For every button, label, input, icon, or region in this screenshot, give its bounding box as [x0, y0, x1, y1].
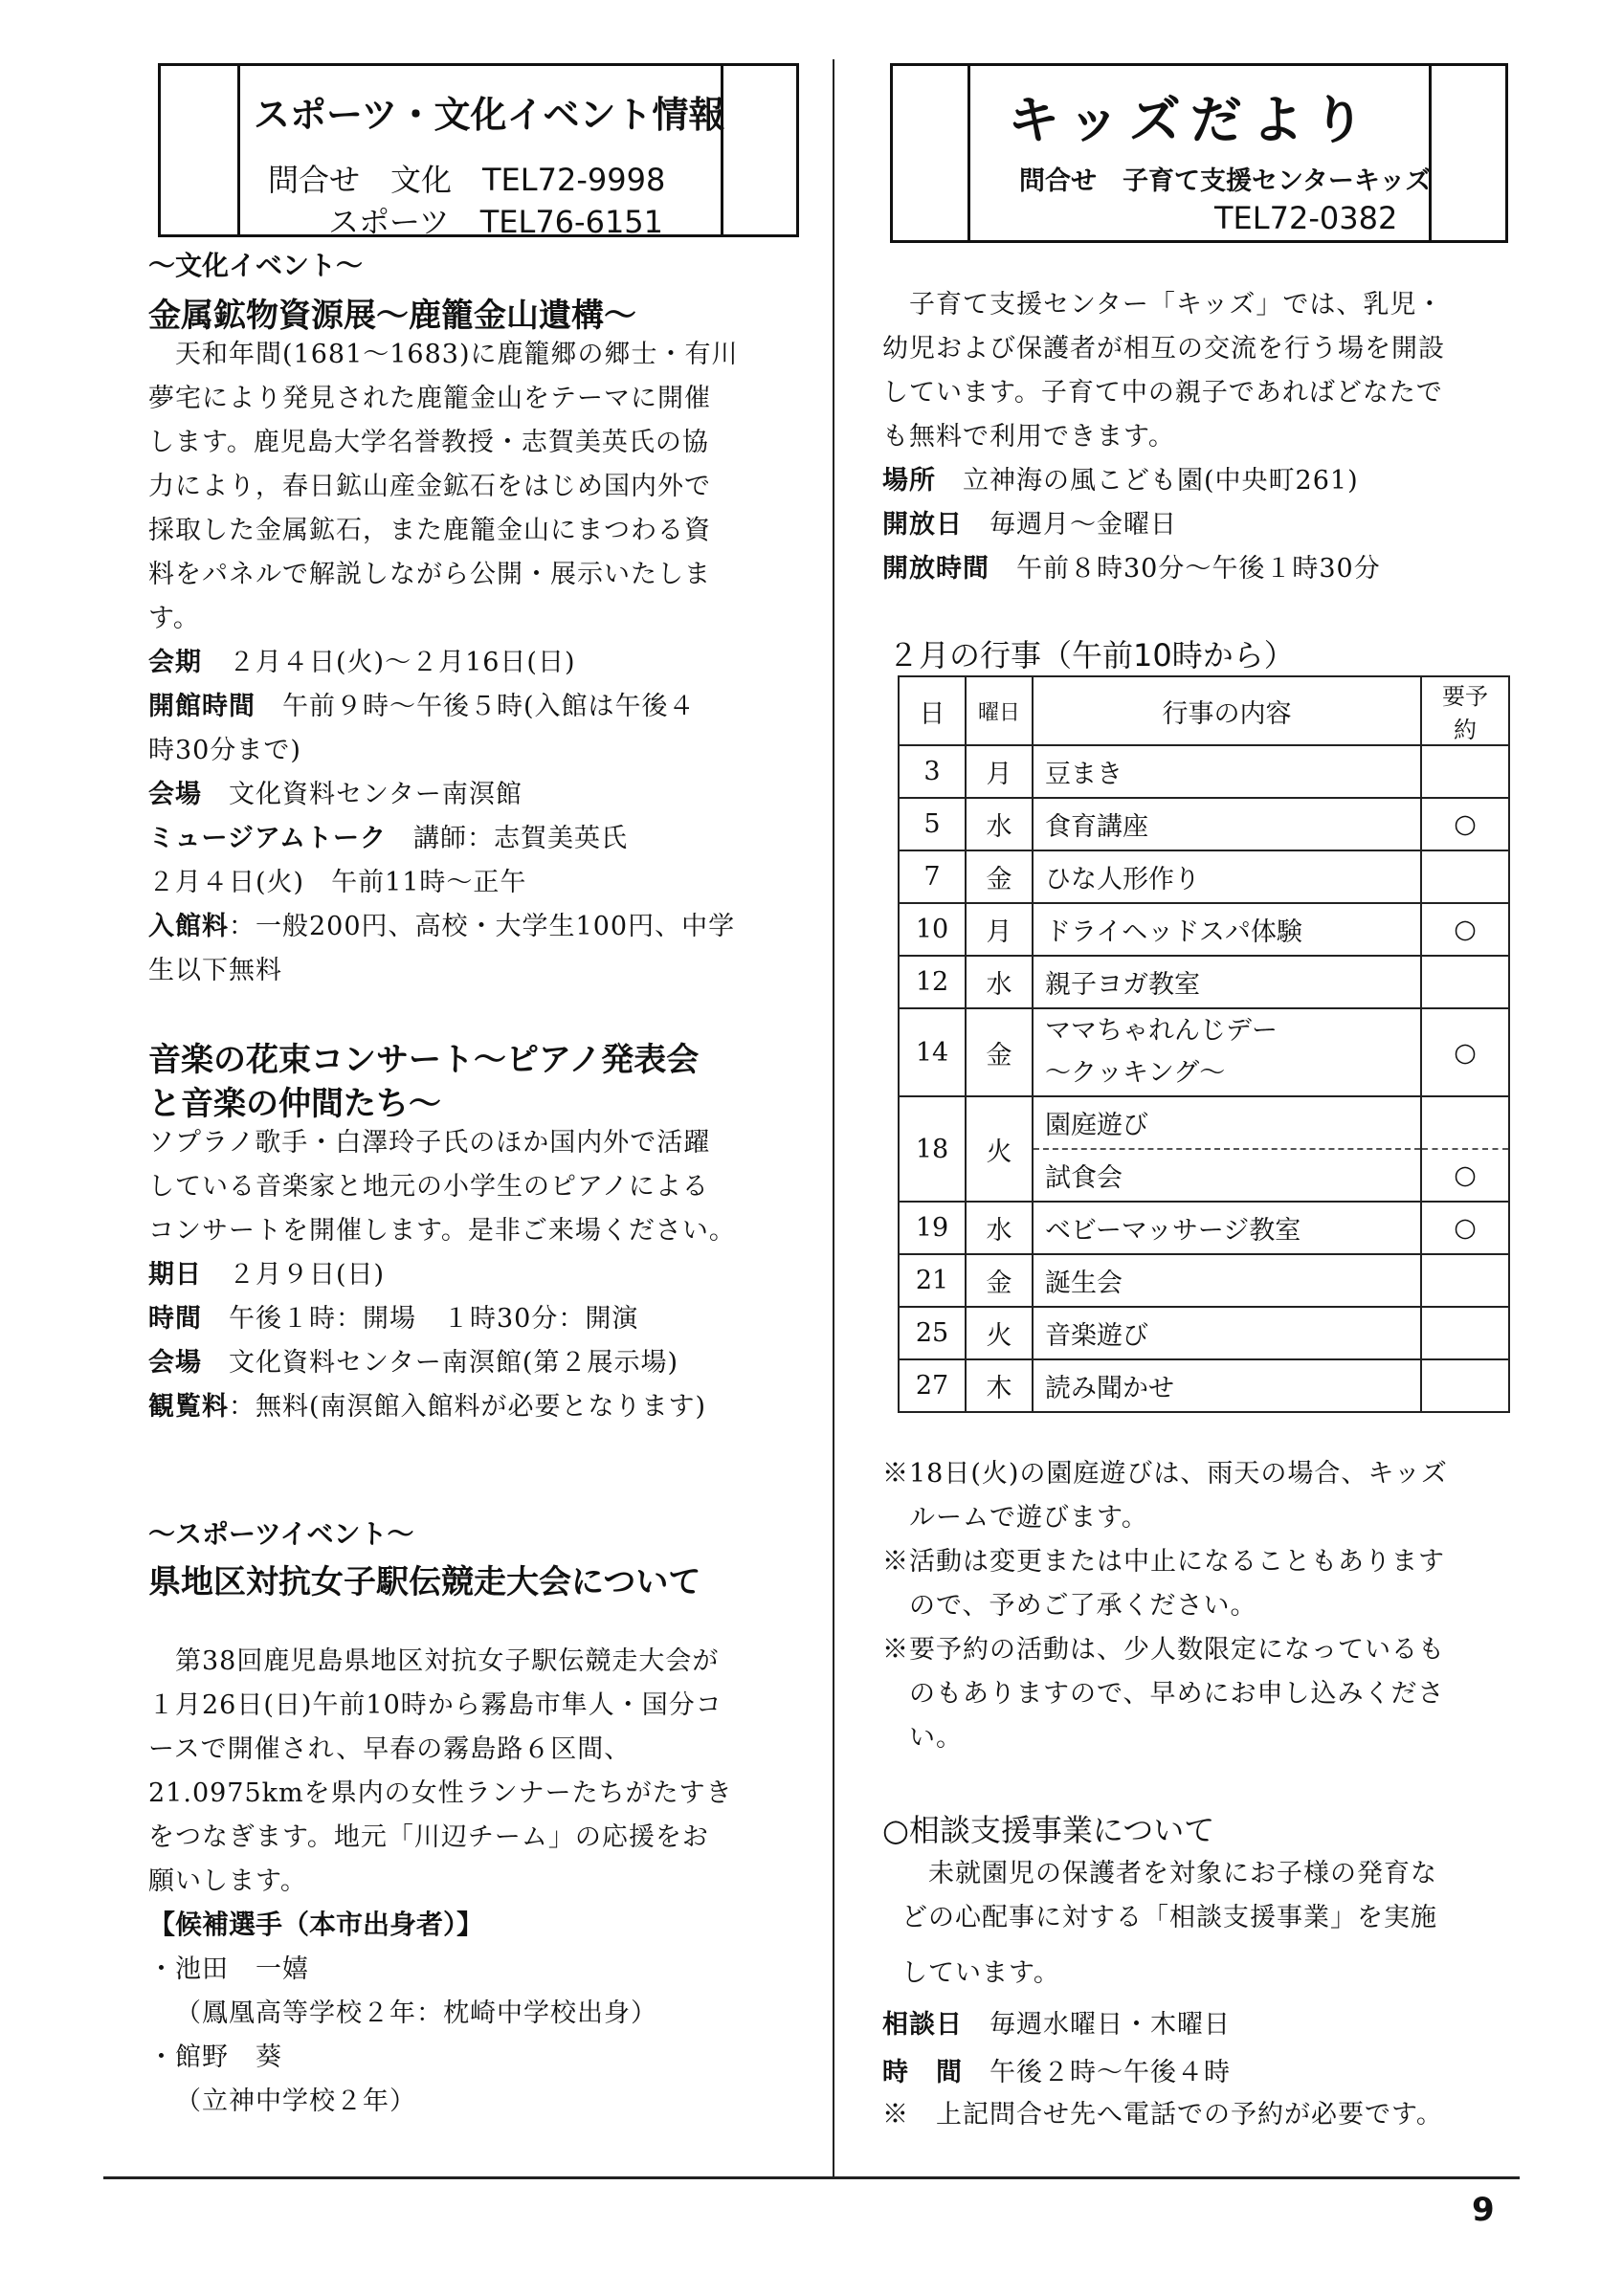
table-row: 試食会 ○ [899, 1149, 1509, 1202]
col-day: 日 [899, 676, 966, 745]
sports-contact: スポーツ TEL76-6151 [328, 204, 664, 240]
concert-date: 期日 ２月９日(日) [148, 1260, 386, 1290]
culture-events-label: ～文化イベント～ [148, 250, 364, 281]
museum-talk-time: ２月４日(火) 午前11時～正午 [148, 868, 527, 897]
kids-open-hours: 開放時間 午前８時30分～午後１時30分 [882, 554, 1381, 584]
col-reserve: 要予約 [1421, 676, 1509, 745]
concert-title-line2: と音楽の仲間たち～ [148, 1085, 441, 1123]
table-row: 3 月 豆まき [899, 745, 1509, 798]
kids-title: キッズだより [1008, 90, 1374, 150]
consult-title: ○相談支援事業について [882, 1812, 1215, 1848]
table-row: 27 木 読み聞かせ [899, 1359, 1509, 1412]
exhibit-hours: 開館時間 午前９時～午後５時(入館は午後４ [148, 692, 696, 721]
table-row: 5 水 食育講座 ○ [899, 798, 1509, 850]
page-number: 9 [1472, 2191, 1495, 2229]
table-row: 21 金 誕生会 [899, 1254, 1509, 1307]
consult-time: 時 間 午後２時～午後４時 [882, 2058, 1231, 2087]
concert-time: 時間 午後１時：開場 １時30分：開演 [148, 1304, 639, 1334]
kids-phone: TEL72-0382 [1214, 200, 1398, 236]
column-divider [833, 59, 834, 2178]
museum-talk: ミュージアムトーク 講師：志賀美英氏 [148, 824, 629, 853]
footer-rule [103, 2176, 1520, 2179]
concert-fee: 観覧料：無料(南溟館入館料が必要となります) [148, 1392, 707, 1422]
kids-place: 場所 立神海の風こども園(中央町261) [882, 466, 1359, 496]
table-row: 7 金 ひな人形作り [899, 850, 1509, 903]
exhibit-hours-cont: 時30分まで) [148, 736, 301, 765]
sports-culture-title: スポーツ・文化イベント情報 [254, 94, 725, 136]
candidates-title: 【候補選手（本市出身者）】 [148, 1909, 484, 1940]
exhibit-period: 会期 ２月４日(火)～２月16日(日) [148, 648, 576, 677]
concert-venue: 会場 文化資料センター南溟館(第２展示場) [148, 1348, 678, 1378]
sports-events-label: ～スポーツイベント～ [148, 1518, 414, 1550]
exhibit-venue: 会場 文化資料センター南溟館 [148, 780, 522, 809]
table-row: 10 月 ドライヘッドスパ体験 ○ [899, 903, 1509, 956]
table-row: 14 金 ママちゃれんじデー ～クッキング～ ○ [899, 1008, 1509, 1096]
admission-fee-cont: 生以下無料 [148, 956, 282, 985]
ekiden-title: 県地区対抗女子駅伝競走大会について [148, 1563, 701, 1601]
table-row: 25 火 音楽遊び [899, 1307, 1509, 1359]
admission-fee: 入館料：一般200円、高校・大学生100円、中学 [148, 912, 736, 941]
kids-open-days: 開放日 毎週月～金曜日 [882, 510, 1177, 540]
consult-note: ※ 上記問合せ先へ電話での予約が必要です。 [882, 2100, 1443, 2130]
kids-contact: 問合せ 子育て支援センターキッズ [1019, 166, 1432, 196]
col-event: 行事の内容 [1033, 676, 1421, 745]
sports-culture-header-box [158, 63, 799, 240]
events-title: ２月の行事（午前10時から） [888, 637, 1295, 673]
table-row: 18 火 園庭遊び [899, 1096, 1509, 1149]
consult-day: 相談日 毎週水曜日・木曜日 [882, 2010, 1231, 2040]
events-table [898, 675, 1510, 1413]
exhibit-title: 金属鉱物資源展～鹿籠金山遺構～ [148, 297, 636, 335]
table-header-row [899, 676, 1509, 745]
kids-header-box [890, 63, 1508, 243]
table-row: 19 水 ベビーマッサージ教室 ○ [899, 1202, 1509, 1254]
concert-title-line1: 音楽の花束コンサート～ピアノ発表会 [148, 1041, 700, 1079]
table-row: 12 水 親子ヨガ教室 [899, 956, 1509, 1008]
col-dow: 曜日 [966, 676, 1033, 745]
culture-contact: 問合せ 文化 TEL72-9998 [268, 162, 666, 198]
